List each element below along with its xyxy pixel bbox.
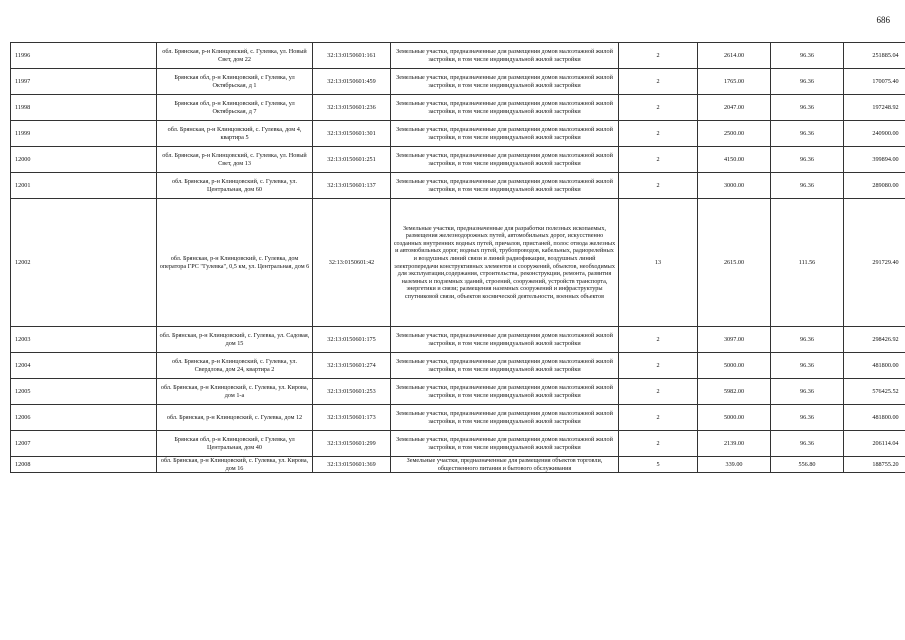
row-number: 12004 [11,353,157,379]
cadastral-value-cell: 251885.04 [844,43,905,69]
specific-value-cell: 96.36 [771,405,844,431]
land-use-category-cell: Земельные участки, предназначенные для размещения домов малоэтажной жилой застройки, в том числе индивидуальной жилой застройки [391,327,619,353]
address-cell: обл. Брянская, р-н Клинцовский, с. Гулевка, ул. Центральная, дом 60 [157,173,313,199]
land-use-category-cell: Земельные участки, предназначенные для размещения домов малоэтажной жилой застройки, в том числе индивидуальной жилой застройки [391,379,619,405]
specific-value-cell: 96.36 [771,173,844,199]
cadastral-number-cell: 32:13:0150601:137 [313,173,391,199]
specific-value-cell: 96.36 [771,147,844,173]
specific-value-cell: 96.36 [771,121,844,147]
address-cell: Брянская обл, р-н Клинцовский, с Гулевка, ул Октябрьская, д 1 [157,69,313,95]
cadastral-value-cell: 576425.52 [844,379,905,405]
table-row [11,405,905,431]
specific-value-cell: 96.36 [771,95,844,121]
cadastral-number-cell: 32:13:0150601:251 [313,147,391,173]
area-cell: 1765.00 [698,69,771,95]
row-number: 12007 [11,431,157,457]
table-row [11,95,905,121]
group-cell: 2 [619,353,698,379]
address-cell: обл. Брянская, р-н Клинцовский, с. Гулевка, дом 4, квартира 5 [157,121,313,147]
table-row [11,327,905,353]
land-use-category-cell: Земельные участки, предназначенные для размещения домов малоэтажной жилой застройки, в том числе индивидуальной жилой застройки [391,173,619,199]
land-use-category-cell: Земельные участки, предназначенные для разработки полезных ископаемых, размещения железнодорожных путей, автомобильных дорог, искусственно созданных внутренних водных путей, причалов, пристаней, полос отвода железных и автомобильных дорог, водных путей, трубопроводов, кабельных, радиорелейных и воздушных линий связи и линий радиофикации, воздушных линий электропередачи конструктивных элементов и сооружений, объектов, необходимых для эксплуатации,содержания, строительства, реконструкции, ремонта, развития наземных и подземных зданий, строений, сооружений, устройств транспорта, энергетики и связи; размещения наземных сооружений и инфраструктуры спутниковой связи, объектов космической деятельности, военных объектов [391,199,619,327]
address-cell: обл. Брянская, р-н Клинцовский, с. Гулевка, ул. Кирова, дом 16 [157,457,313,473]
land-use-category-cell: Земельные участки, предназначенные для размещения домов малоэтажной жилой застройки, в том числе индивидуальной жилой застройки [391,353,619,379]
group-cell: 2 [619,121,698,147]
cadastral-value-cell: 298426.92 [844,327,905,353]
row-number: 12006 [11,405,157,431]
land-use-category-cell: Земельные участки, предназначенные для размещения домов малоэтажной жилой застройки, в том числе индивидуальной жилой застройки [391,121,619,147]
cadastral-number-cell: 32:13:0150601:253 [313,379,391,405]
table-row [11,121,905,147]
address-cell: обл. Брянская, р-н Клинцовский, с. Гулевка, дом оператора ГРС "Гулевка", 0,5 км, ул. Центральная, дом 6 [157,199,313,327]
page-number: 686 [876,15,890,25]
specific-value-cell: 556.80 [771,457,844,473]
specific-value-cell: 96.36 [771,379,844,405]
area-cell: 339.00 [698,457,771,473]
table-row [11,43,905,69]
specific-value-cell: 96.36 [771,353,844,379]
land-use-category-cell: Земельные участки, предназначенные для размещения домов малоэтажной жилой застройки, в том числе индивидуальной жилой застройки [391,95,619,121]
land-use-category-cell: Земельные участки, предназначенные для размещения домов малоэтажной жилой застройки, в том числе индивидуальной жилой застройки [391,405,619,431]
address-cell: обл. Брянская, р-н Клинцовский, с. Гулевка, ул. Новый Свет, дом 22 [157,43,313,69]
row-number: 12000 [11,147,157,173]
land-use-category-cell: Земельные участки, предназначенные для размещения домов малоэтажной жилой застройки, в том числе индивидуальной жилой застройки [391,147,619,173]
address-cell: обл. Брянская, р-н Клинцовский, с. Гулевка, ул. Новый Свет, дом 13 [157,147,313,173]
area-cell: 2614.00 [698,43,771,69]
group-cell: 2 [619,379,698,405]
area-cell: 5982.00 [698,379,771,405]
group-cell: 2 [619,431,698,457]
area-cell: 5000.00 [698,405,771,431]
cadastral-value-cell: 188755.20 [844,457,905,473]
row-number: 12008 [11,457,157,473]
land-use-category-cell: Земельные участки, предназначенные для размещения домов малоэтажной жилой застройки, в том числе индивидуальной жилой застройки [391,43,619,69]
row-number: 11999 [11,121,157,147]
address-cell: Брянская обл, р-н Клинцовский, с Гулевка, ул Центральная, дом 40 [157,431,313,457]
land-use-category-cell: Земельные участки, предназначенные для размещения объектов торговли, общественного питания и бытового обслуживания [391,457,619,473]
group-cell: 2 [619,147,698,173]
table-row [11,173,905,199]
group-cell: 2 [619,95,698,121]
cadastral-value-cell: 170075.40 [844,69,905,95]
area-cell: 2139.00 [698,431,771,457]
row-number: 12001 [11,173,157,199]
cadastral-number-cell: 32:13:0150601:459 [313,69,391,95]
cadastral-number-cell: 32:13:0150601:236 [313,95,391,121]
cadastral-value-cell: 289080.00 [844,173,905,199]
row-number: 11998 [11,95,157,121]
table-row [11,379,905,405]
cadastral-value-cell: 291729.40 [844,199,905,327]
cadastral-value-cell: 197248.92 [844,95,905,121]
table-row [11,431,905,457]
cadastral-value-table [10,42,905,473]
cadastral-number-cell: 32:13:0150601:301 [313,121,391,147]
specific-value-cell: 96.36 [771,69,844,95]
address-cell: обл. Брянская, р-н Клинцовский, с. Гулевка, дом 12 [157,405,313,431]
group-cell: 2 [619,327,698,353]
table-row [11,457,905,473]
group-cell: 2 [619,405,698,431]
cadastral-number-cell: 32:13:0150601:274 [313,353,391,379]
area-cell: 5000.00 [698,353,771,379]
cadastral-value-cell: 206114.04 [844,431,905,457]
area-cell: 3097.00 [698,327,771,353]
specific-value-cell: 96.36 [771,43,844,69]
address-cell: обл. Брянская, р-н Клинцовский, с. Гулевка, ул. Садовая, дом 15 [157,327,313,353]
row-number: 12005 [11,379,157,405]
area-cell: 4150.00 [698,147,771,173]
table-row [11,199,905,327]
specific-value-cell: 111.56 [771,199,844,327]
cadastral-number-cell: 32:13:0150601:173 [313,405,391,431]
group-cell: 2 [619,43,698,69]
cadastral-number-cell: 32:13:0150601:42 [313,199,391,327]
row-number: 12003 [11,327,157,353]
table-row [11,69,905,95]
row-number: 11997 [11,69,157,95]
cadastral-value-cell: 481800.00 [844,405,905,431]
specific-value-cell: 96.36 [771,431,844,457]
cadastral-number-cell: 32:13:0150601:175 [313,327,391,353]
area-cell: 2615.00 [698,199,771,327]
group-cell: 13 [619,199,698,327]
area-cell: 3000.00 [698,173,771,199]
cadastral-number-cell: 32:13:0150601:299 [313,431,391,457]
table-row [11,147,905,173]
group-cell: 2 [619,69,698,95]
specific-value-cell: 96.36 [771,327,844,353]
cadastral-value-cell: 481800.00 [844,353,905,379]
group-cell: 2 [619,173,698,199]
land-use-category-cell: Земельные участки, предназначенные для размещения домов малоэтажной жилой застройки, в том числе индивидуальной жилой застройки [391,69,619,95]
table-row [11,353,905,379]
address-cell: обл. Брянская, р-н Клинцовский, с. Гулевка, ул. Свердлова, дом 24, квартира 2 [157,353,313,379]
area-cell: 2500.00 [698,121,771,147]
address-cell: Брянская обл, р-н Клинцовский, с Гулевка, ул Октябрьская, д 7 [157,95,313,121]
row-number: 12002 [11,199,157,327]
address-cell: обл. Брянская, р-н Клинцовский, с. Гулевка, ул. Кирова, дом 1-а [157,379,313,405]
cadastral-value-cell: 240900.00 [844,121,905,147]
group-cell: 5 [619,457,698,473]
cadastral-value-cell: 399894.00 [844,147,905,173]
land-use-category-cell: Земельные участки, предназначенные для размещения домов малоэтажной жилой застройки, в том числе индивидуальной жилой застройки [391,431,619,457]
cadastral-number-cell: 32:13:0150601:161 [313,43,391,69]
cadastral-number-cell: 32:13:0150601:369 [313,457,391,473]
row-number: 11996 [11,43,157,69]
area-cell: 2047.00 [698,95,771,121]
